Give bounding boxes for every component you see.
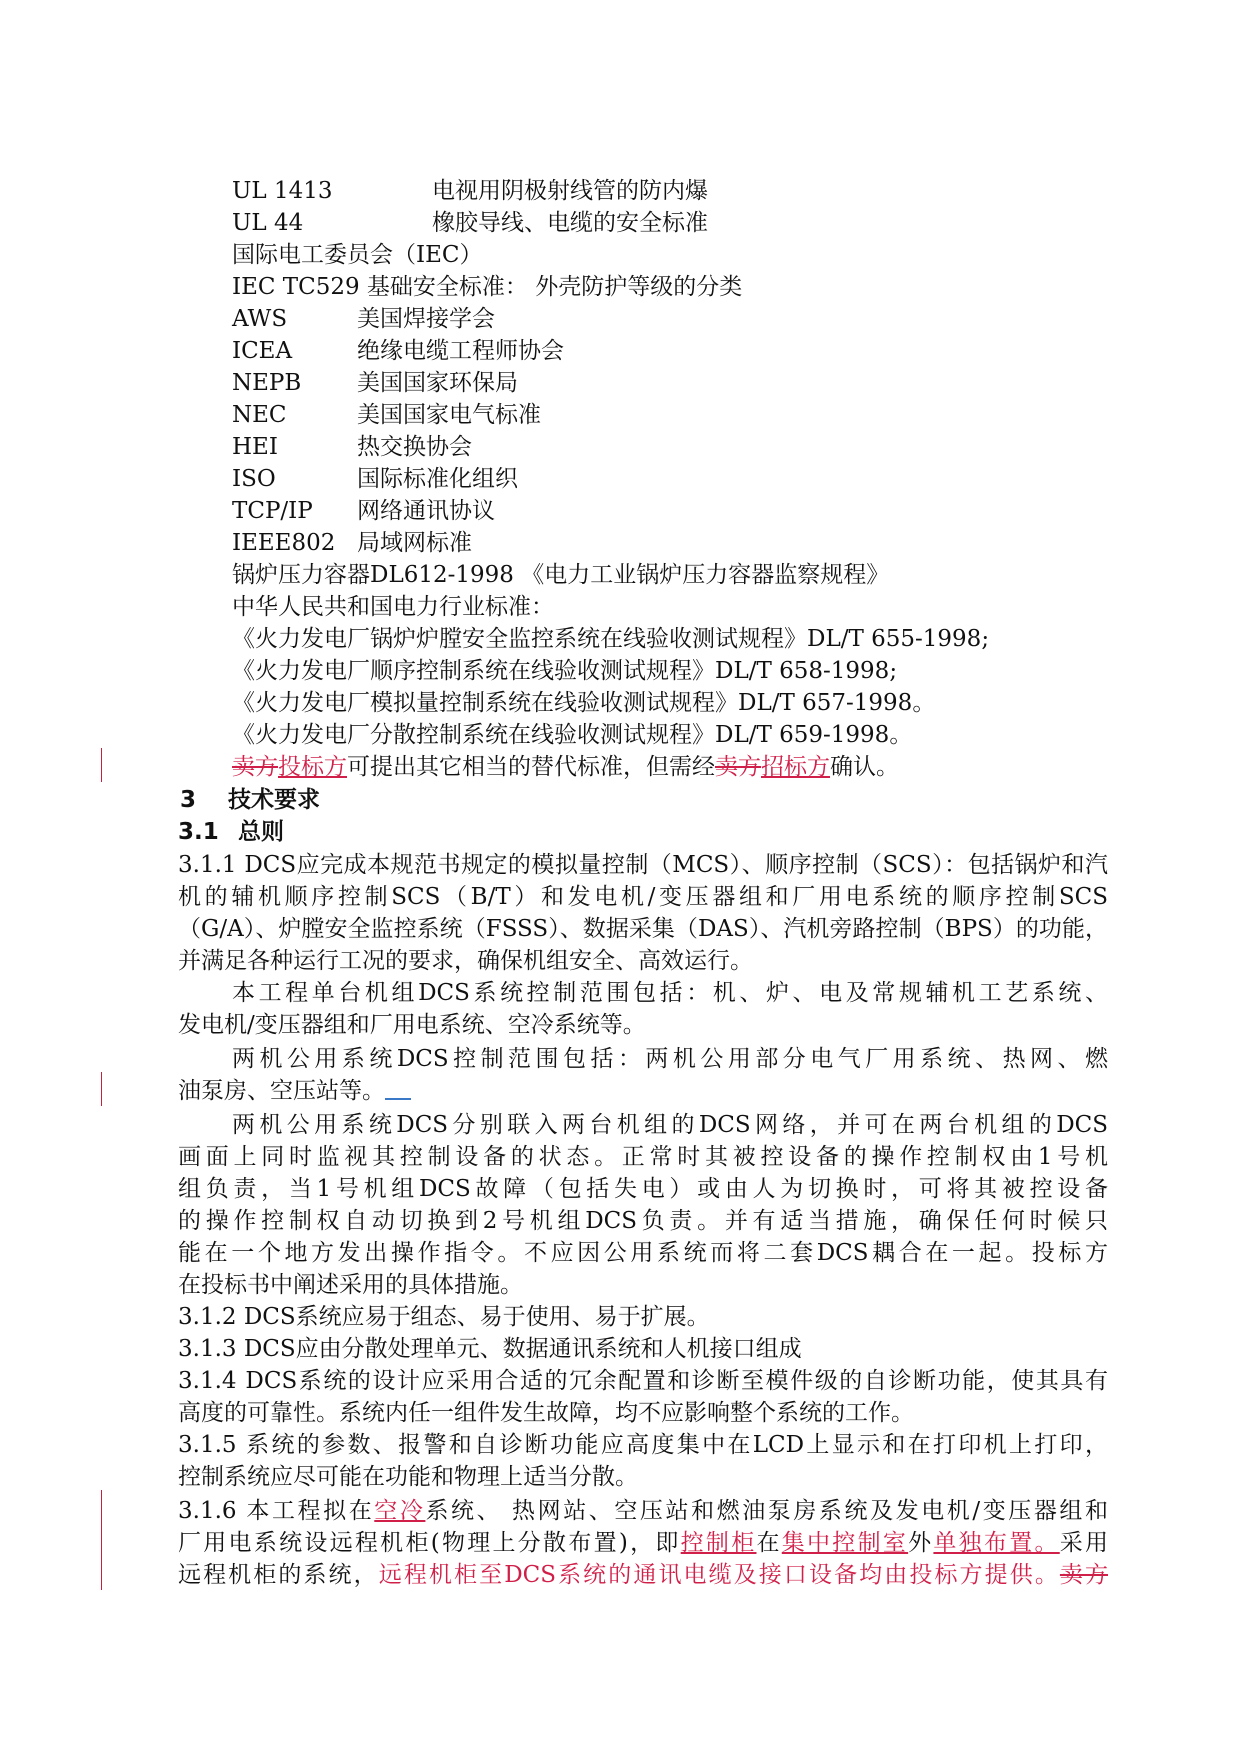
org-desc: 局域网标准 — [357, 530, 472, 556]
cn-standard-item: 《火力发电厂顺序控制系统在线验收测试规程》DL/T 658-1998; — [232, 658, 898, 684]
section-title: 技术要求 — [228, 787, 320, 813]
org-desc: 美国国家环保局 — [357, 370, 518, 396]
subsection-number: 3.1 — [178, 819, 219, 845]
paragraph-text: 远程机柜的系统， — [178, 1562, 379, 1588]
paragraph-text: 系统、 热网站、空压站和燃油泵房系统及发电机/变压器组和 — [425, 1498, 1108, 1524]
org-desc: 美国国家电气标准 — [357, 402, 541, 428]
cn-standard-item: 《火力发电厂模拟量控制系统在线验收测试规程》DL/T 657-1998。 — [232, 690, 936, 716]
deleted-text: 卖方 — [232, 754, 278, 780]
cn-standard-item: 《火力发电厂锅炉炉膛安全监控系统在线验收测试规程》DL/T 655-1998; — [232, 626, 990, 652]
paragraph-text: 厂用电系统设远程机柜(物理上分散布置)，即 — [178, 1530, 681, 1556]
paragraph-line — [178, 1076, 1108, 1106]
paragraph-line: 3.1.2 DCS系统应易于组态、易于使用、易于扩展。 — [178, 1304, 710, 1330]
deleted-text: 卖方 — [1059, 1562, 1109, 1588]
org-desc: 绝缘电缆工程师协会 — [357, 338, 564, 364]
org-code: ISO — [232, 466, 276, 492]
change-bar — [101, 1072, 102, 1106]
paragraph-line: 高度的可靠性。系统内任一组件发生故障，均不应影响整个系统的工作。 — [178, 1400, 914, 1426]
paragraph-line: （G/A）、炉膛安全监控系统（FSSS）、数据采集（DAS）、汽机旁路控制（BPS）的功能， — [178, 916, 1108, 942]
paragraph-line: 两机公用系统DCS控制范围包括：两机公用部分电气厂用系统、热网、燃 — [232, 1046, 1108, 1072]
boiler-standard: 锅炉压力容器DL612-1998 《电力工业锅炉压力容器监察规程》 — [232, 562, 890, 588]
deleted-text: 卖方 — [715, 754, 761, 780]
cn-standard-heading: 中华人民共和国电力行业标准： — [232, 594, 554, 620]
change-bar — [101, 748, 102, 782]
inserted-text: 控制柜 — [680, 1530, 757, 1556]
inserted-text: 招标方 — [761, 754, 830, 780]
paragraph-line: 机的辅机顺序控制SCS（B/T）和发电机/变压器组和厂用电系统的顺序控制SCS — [178, 884, 1108, 910]
subsection-title: 总则 — [238, 819, 284, 845]
paragraph-line: 3.1.3 DCS应由分散处理单元、数据通讯系统和人机接口组成 — [178, 1336, 802, 1362]
paragraph-line: 本工程单台机组DCS系统控制范围包括：机、炉、电及常规辅机工艺系统、 — [232, 980, 1108, 1006]
org-code: IEEE802 — [232, 530, 336, 556]
standard-code: UL 1413 — [232, 178, 333, 204]
paragraph-text: 采用 — [1059, 1530, 1109, 1556]
org-code: AWS — [232, 306, 288, 332]
paragraph-line: 控制系统应尽可能在功能和物理上适当分散。 — [178, 1464, 638, 1490]
paragraph-line: 3.1.1 DCS应完成本规范书规定的模拟量控制（MCS）、顺序控制（SCS）：包括锅炉和汽 — [178, 852, 1108, 878]
org-desc: 美国焊接学会 — [357, 306, 495, 332]
paragraph-line: 的操作控制权自动切换到2号机组DCS负责。并有适当措施，确保任何时候只 — [178, 1208, 1108, 1234]
standard-desc: 橡胶导线、电缆的安全标准 — [432, 210, 708, 236]
inserted-text: 空冷 — [374, 1498, 426, 1524]
alternative-standard-note — [232, 752, 899, 782]
inserted-text: 集中控制室 — [781, 1530, 909, 1556]
iec-heading: 国际电工委员会（IEC） — [232, 242, 483, 268]
paragraph-line — [178, 1496, 1108, 1526]
paragraph-line: 3.1.4 DCS系统的设计应采用合适的冗余配置和诊断至模件级的自诊断功能，使其具有 — [178, 1368, 1108, 1394]
inserted-text: 单独布置。 — [933, 1530, 1060, 1556]
paragraph-line: 在投标书中阐述采用的具体措施。 — [178, 1272, 523, 1298]
standard-desc: 电视用阴极射线管的防内爆 — [432, 178, 708, 204]
paragraph-line: 组负责，当1号机组DCS故障（包括失电）或由人为切换时，可将其被控设备 — [178, 1176, 1108, 1202]
org-code: NEPB — [232, 370, 302, 396]
paragraph-line: 两机公用系统DCS分别联入两台机组的DCS网络，并可在两台机组的DCS — [232, 1112, 1108, 1138]
paragraph-line: 发电机/变压器组和厂用电系统、空冷系统等。 — [178, 1012, 646, 1038]
inserted-text: 投标方 — [278, 754, 347, 780]
org-desc: 国际标准化组织 — [357, 466, 518, 492]
paragraph-line — [178, 1560, 1108, 1590]
org-desc: 网络通讯协议 — [357, 498, 495, 524]
paragraph-line — [178, 1528, 1108, 1558]
standard-code: UL 44 — [232, 210, 304, 236]
paragraph-text: 3.1.6 本工程拟在 — [178, 1498, 375, 1524]
paragraph-line: 3.1.5 系统的参数、报警和自诊断功能应高度集中在LCD上显示和在打印机上打印， — [178, 1432, 1108, 1458]
paragraph-line: 画面上同时监视其控制设备的状态。正常时其被控设备的操作控制权由1号机 — [178, 1144, 1108, 1170]
org-code: HEI — [232, 434, 278, 460]
org-code: NEC — [232, 402, 287, 428]
paragraph-line: 并满足各种运行工况的要求，确保机组安全、高效运行。 — [178, 948, 753, 974]
note-text: 确认。 — [830, 754, 899, 780]
cn-standard-item: 《火力发电厂分散控制系统在线验收测试规程》DL/T 659-1998。 — [232, 722, 913, 748]
paragraph-text: 外 — [908, 1530, 934, 1556]
iec-line: IEC TC529 基础安全标准： 外壳防护等级的分类 — [232, 274, 743, 300]
paragraph-text: 在 — [756, 1530, 782, 1556]
org-desc: 热交换协会 — [357, 434, 472, 460]
note-text: 可提出其它相当的替代标准，但需经 — [347, 754, 715, 780]
change-bar — [101, 1490, 102, 1590]
insertion-marker — [385, 1078, 411, 1100]
paragraph-text: 油泵房、空压站等。 — [178, 1078, 385, 1104]
paragraph-line: 能在一个地方发出操作指令。不应因公用系统而将二套DCS耦合在一起。投标方 — [178, 1240, 1108, 1266]
revised-text: 远程机柜至DCS系统的通讯电缆及接口设备均由投标方提供。 — [378, 1562, 1060, 1588]
section-number: 3 — [180, 787, 197, 813]
org-code: TCP/IP — [232, 498, 313, 524]
org-code: ICEA — [232, 338, 293, 364]
